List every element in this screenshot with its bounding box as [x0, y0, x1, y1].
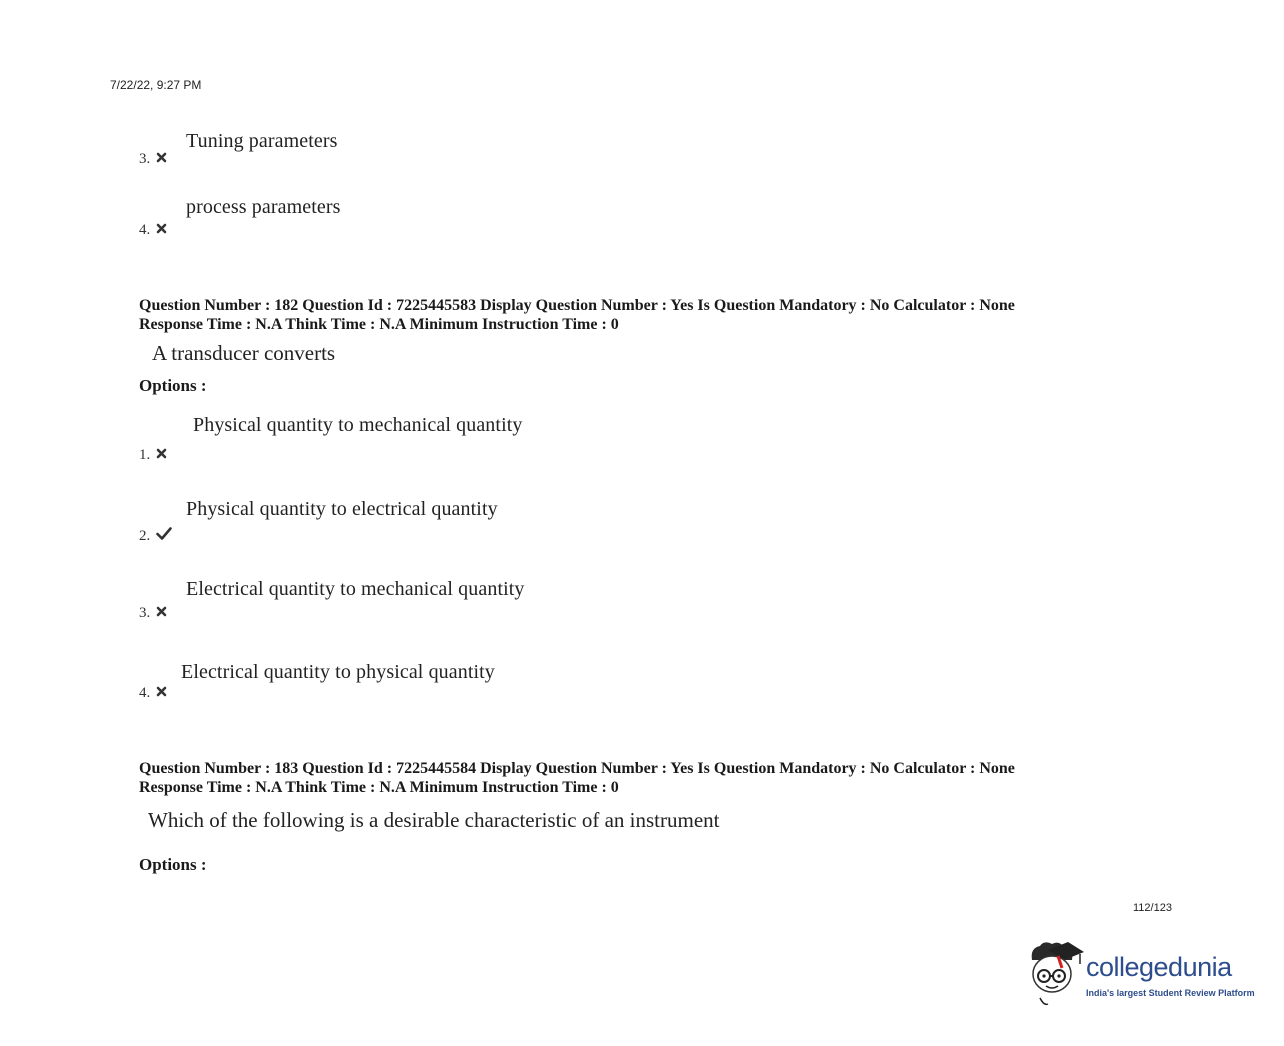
option-number: 3. — [139, 605, 151, 621]
q182-option-1-text: Physical quantity to mechanical quantity — [193, 414, 523, 436]
option-number: 2. — [139, 528, 151, 544]
collegedunia-logo — [1024, 938, 1254, 1008]
cross-icon — [156, 151, 167, 168]
q182-option-4-text: Electrical quantity to physical quantity — [181, 661, 495, 683]
q182-option-4-number — [139, 685, 167, 702]
prev-option-3-number — [139, 151, 167, 168]
prev-option-4-number — [139, 222, 167, 239]
q183-meta-line1: Question Number : 183 Question Id : 7225445584 Display Question Number : Yes Is Question Mandatory : No Calculator : None — [139, 760, 1015, 777]
check-icon — [156, 527, 172, 545]
q182-option-2-text: Physical quantity to electrical quantity — [186, 498, 498, 520]
option-number: 4. — [139, 222, 151, 238]
page-number: 112/123 — [1133, 902, 1172, 914]
q182-meta — [139, 296, 1015, 334]
q183-meta-line2: Response Time : N.A Think Time : N.A Minimum Instruction Time : 0 — [139, 779, 619, 796]
option-number: 4. — [139, 685, 151, 701]
q182-question-text: A transducer converts — [152, 341, 336, 365]
q183-question-text: Which of the following is a desirable characteristic of an instrument — [148, 808, 720, 832]
q182-option-3-number — [139, 605, 167, 622]
cross-icon — [156, 685, 167, 702]
q182-option-1-number — [139, 447, 167, 464]
q182-options-label: Options : — [139, 376, 207, 395]
brand-name: collegedunia — [1086, 952, 1232, 982]
q182-meta-line2: Response Time : N.A Think Time : N.A Minimum Instruction Time : 0 — [139, 316, 619, 333]
q183-options-label: Options : — [139, 855, 207, 874]
cross-icon — [156, 222, 167, 239]
prev-option-3-text: Tuning parameters — [186, 130, 338, 152]
cross-icon — [156, 605, 167, 622]
q182-option-2-number — [139, 527, 172, 545]
q182-meta-line1: Question Number : 182 Question Id : 7225445583 Display Question Number : Yes Is Question Mandatory : No Calculator : None — [139, 297, 1015, 314]
brand-tagline: India's largest Student Review Platform — [1086, 988, 1255, 998]
q182-option-3-text: Electrical quantity to mechanical quantity — [186, 578, 525, 600]
cross-icon — [156, 447, 167, 464]
option-number: 1. — [139, 447, 151, 463]
q183-meta — [139, 759, 1015, 797]
option-number: 3. — [139, 151, 151, 167]
print-timestamp: 7/22/22, 9:27 PM — [110, 78, 202, 92]
mascot-icon — [1024, 938, 1084, 1008]
prev-option-4-text: process parameters — [186, 196, 341, 218]
